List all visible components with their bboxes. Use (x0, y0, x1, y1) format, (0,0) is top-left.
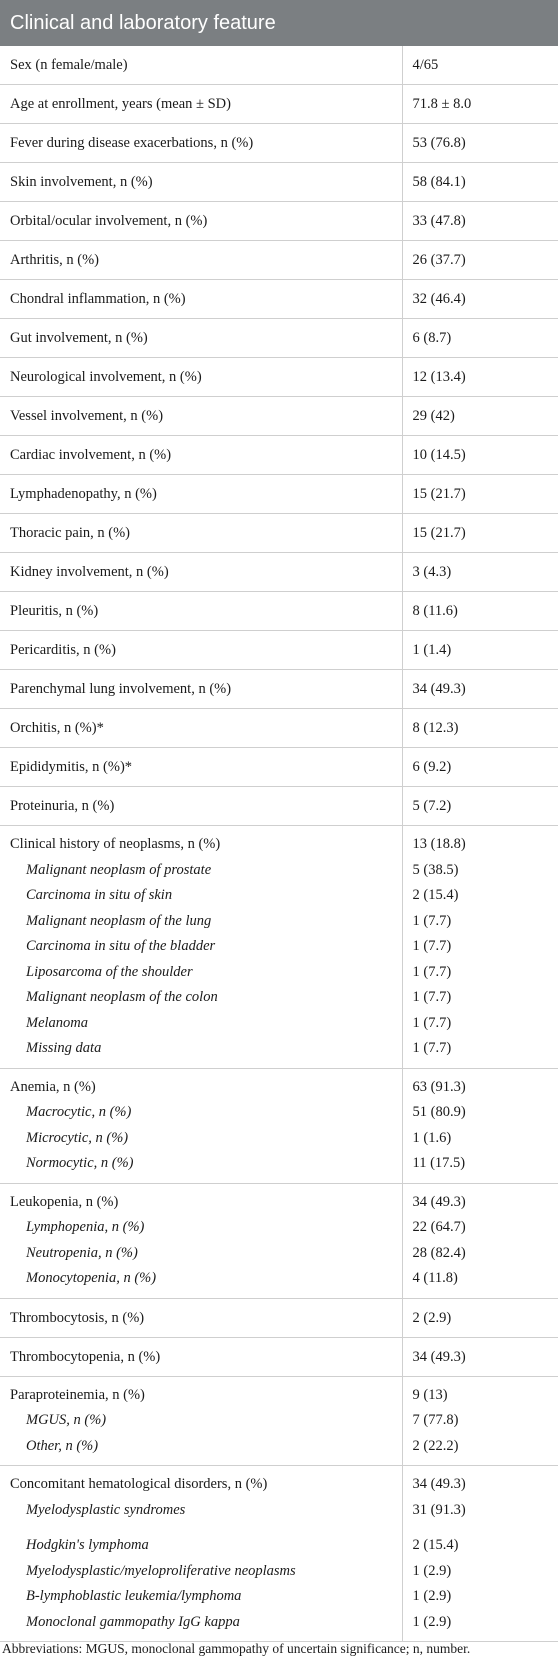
subrow-label: Liposarcoma of the shoulder (26, 963, 193, 980)
table-row (0, 514, 558, 553)
table-row (0, 241, 558, 280)
group-labels (0, 1183, 402, 1298)
row-label: Kidney involvement, n (%) (10, 564, 169, 581)
subrow-label: Carcinoma in situ of skin (26, 887, 173, 904)
group-values (402, 826, 558, 1069)
row-value: 58 (84.1) (402, 163, 558, 202)
row-value: 33 (47.8) (402, 202, 558, 241)
subrow-value: 1 (7.7) (412, 938, 452, 955)
row-label: Proteinuria, n (%) (10, 798, 115, 815)
group-labels (0, 1376, 402, 1466)
group-value: 9 (13) (412, 1386, 448, 1403)
table-row-group (0, 1183, 558, 1298)
group-value: 34 (49.3) (412, 1193, 466, 1210)
subrow-value: 31 (91.3) (412, 1501, 466, 1518)
subrow-value: 5 (38.5) (412, 861, 459, 878)
row-label: Cardiac involvement, n (%) (10, 447, 172, 464)
row-value: 26 (37.7) (402, 241, 558, 280)
subrow-value: 51 (80.9) (412, 1104, 466, 1121)
subrow-label: Myelodysplastic syndromes (26, 1501, 186, 1518)
subrow-label: Monoclonal gammopathy IgG kappa (26, 1613, 240, 1630)
row-value: 15 (21.7) (402, 475, 558, 514)
table-row-group (0, 1466, 558, 1642)
subrow-value: 2 (15.4) (412, 1537, 459, 1554)
row-label: Vessel involvement, n (%) (10, 408, 164, 425)
row-value: 34 (49.3) (402, 1337, 558, 1376)
subrow-label: MGUS, n (%) (26, 1412, 107, 1429)
table-row (0, 553, 558, 592)
table-row (0, 85, 558, 124)
subrow-value: 1 (7.7) (412, 1014, 452, 1031)
subrow-value: 1 (7.7) (412, 963, 452, 980)
subrow-value: 1 (2.9) (412, 1562, 452, 1579)
row-value: 5 (7.2) (402, 787, 558, 826)
subrow-label: Carcinoma in situ of the bladder (26, 938, 216, 955)
row-label: Orbital/ocular involvement, n (%) (10, 213, 208, 230)
subrow-label: Neutropenia, n (%) (26, 1244, 138, 1261)
table-row (0, 46, 558, 85)
subrow-value: 1 (2.9) (412, 1613, 452, 1630)
table-row (0, 319, 558, 358)
table-row-group (0, 826, 558, 1069)
subrow-value: 11 (17.5) (412, 1155, 466, 1172)
group-value: 63 (91.3) (412, 1078, 466, 1095)
table-row (0, 748, 558, 787)
subrow-label: Missing data (26, 1040, 102, 1057)
subrow-label: B-lymphoblastic leukemia/lymphoma (26, 1588, 242, 1605)
row-label: Skin involvement, n (%) (10, 174, 153, 191)
subrow-label: Malignant neoplasm of prostate (26, 861, 212, 878)
group-label: Anemia, n (%) (10, 1078, 96, 1095)
table-row (0, 709, 558, 748)
table-row (0, 1337, 558, 1376)
table-row (0, 280, 558, 319)
subrow-value: 22 (64.7) (412, 1219, 466, 1236)
group-label: Paraproteinemia, n (%) (10, 1386, 145, 1403)
subrow-label: Monocytopenia, n (%) (26, 1270, 157, 1287)
group-values (402, 1376, 558, 1466)
row-value: 71.8 ± 8.0 (402, 85, 558, 124)
row-label: Lymphadenopathy, n (%) (10, 486, 157, 503)
table-row (0, 1298, 558, 1337)
subrow-label: Myelodysplastic/myeloproliferative neoplasms (26, 1562, 296, 1579)
subrow-value: 1 (1.6) (412, 1129, 452, 1146)
table-row (0, 124, 558, 163)
subrow-label: Normocytic, n (%) (26, 1155, 134, 1172)
subrow-value: 2 (22.2) (412, 1437, 459, 1454)
table-row (0, 475, 558, 514)
table-row (0, 202, 558, 241)
subrow-label: Melanoma (26, 1014, 89, 1031)
subrow-value: 7 (77.8) (412, 1412, 459, 1429)
row-value: 8 (11.6) (402, 592, 558, 631)
subrow-value: 1 (7.7) (412, 1040, 452, 1057)
table-row (0, 358, 558, 397)
table-header: Clinical and laboratory feature (0, 0, 558, 46)
subrow-value: 1 (7.7) (412, 989, 452, 1006)
subrow-label: Malignant neoplasm of the colon (26, 989, 218, 1006)
row-value: 4/65 (402, 46, 558, 85)
row-value: 8 (12.3) (402, 709, 558, 748)
group-value: 13 (18.8) (412, 836, 466, 853)
row-value: 12 (13.4) (402, 358, 558, 397)
row-label: Thrombocytosis, n (%) (10, 1309, 145, 1326)
row-value: 2 (2.9) (402, 1298, 558, 1337)
subrow-value: 4 (11.8) (412, 1270, 458, 1287)
table-row (0, 592, 558, 631)
table-row (0, 787, 558, 826)
table-row (0, 163, 558, 202)
row-label: Pleuritis, n (%) (10, 603, 99, 620)
subrow-label: Lymphopenia, n (%) (26, 1219, 145, 1236)
group-label: Leukopenia, n (%) (10, 1193, 119, 1210)
row-value: 29 (42) (402, 397, 558, 436)
row-value: 6 (8.7) (402, 319, 558, 358)
row-value: 6 (9.2) (402, 748, 558, 787)
row-value: 34 (49.3) (402, 670, 558, 709)
group-labels (0, 826, 402, 1069)
row-value: 3 (4.3) (402, 553, 558, 592)
table-header-row (0, 0, 558, 46)
row-label: Epididymitis, n (%)* (10, 759, 133, 776)
group-values (402, 1068, 558, 1183)
subrow-label: Hodgkin's lymphoma (26, 1537, 149, 1554)
group-value: 34 (49.3) (412, 1476, 466, 1493)
table-row (0, 631, 558, 670)
subrow-value: 28 (82.4) (412, 1244, 466, 1261)
row-value: 32 (46.4) (402, 280, 558, 319)
row-label: Thrombocytopenia, n (%) (10, 1348, 161, 1365)
row-value: 53 (76.8) (402, 124, 558, 163)
table-row-group (0, 1068, 558, 1183)
row-label: Fever during disease exacerbations, n (%) (10, 135, 254, 152)
group-values (402, 1183, 558, 1298)
row-label: Arthritis, n (%) (10, 252, 99, 269)
subrow-value: 1 (7.7) (412, 912, 452, 929)
group-values (402, 1466, 558, 1642)
subrow-value: 2 (15.4) (412, 887, 459, 904)
row-value: 15 (21.7) (402, 514, 558, 553)
row-label: Orchitis, n (%)* (10, 720, 104, 737)
subrow-value: 1 (2.9) (412, 1588, 452, 1605)
subrow-label: Microcytic, n (%) (26, 1129, 129, 1146)
subrow-label: Malignant neoplasm of the lung (26, 912, 212, 929)
row-label: Gut involvement, n (%) (10, 330, 148, 347)
table-footnote: Abbreviations: MGUS, monoclonal gammopathy of uncertain significance; n, number. (2, 1641, 471, 1656)
row-value: 10 (14.5) (402, 436, 558, 475)
row-label: Parenchymal lung involvement, n (%) (10, 681, 232, 698)
table-body (0, 46, 558, 1642)
group-labels (0, 1068, 402, 1183)
row-label: Neurological involvement, n (%) (10, 369, 202, 386)
row-label: Thoracic pain, n (%) (10, 525, 130, 542)
group-label: Clinical history of neoplasms, n (%) (10, 836, 221, 853)
row-value: 1 (1.4) (402, 631, 558, 670)
group-labels (0, 1466, 402, 1642)
table-row-group (0, 1376, 558, 1466)
group-label: Concomitant hematological disorders, n (%) (10, 1476, 268, 1493)
subrow-label: Macrocytic, n (%) (26, 1104, 132, 1121)
row-label: Chondral inflammation, n (%) (10, 291, 186, 308)
row-label: Sex (n female/male) (10, 57, 128, 73)
table-row (0, 670, 558, 709)
table-row (0, 397, 558, 436)
row-label: Pericarditis, n (%) (10, 642, 116, 659)
row-label: Age at enrollment, years (mean ± SD) (10, 96, 231, 113)
subrow-label: Other, n (%) (26, 1437, 99, 1454)
table-row (0, 436, 558, 475)
